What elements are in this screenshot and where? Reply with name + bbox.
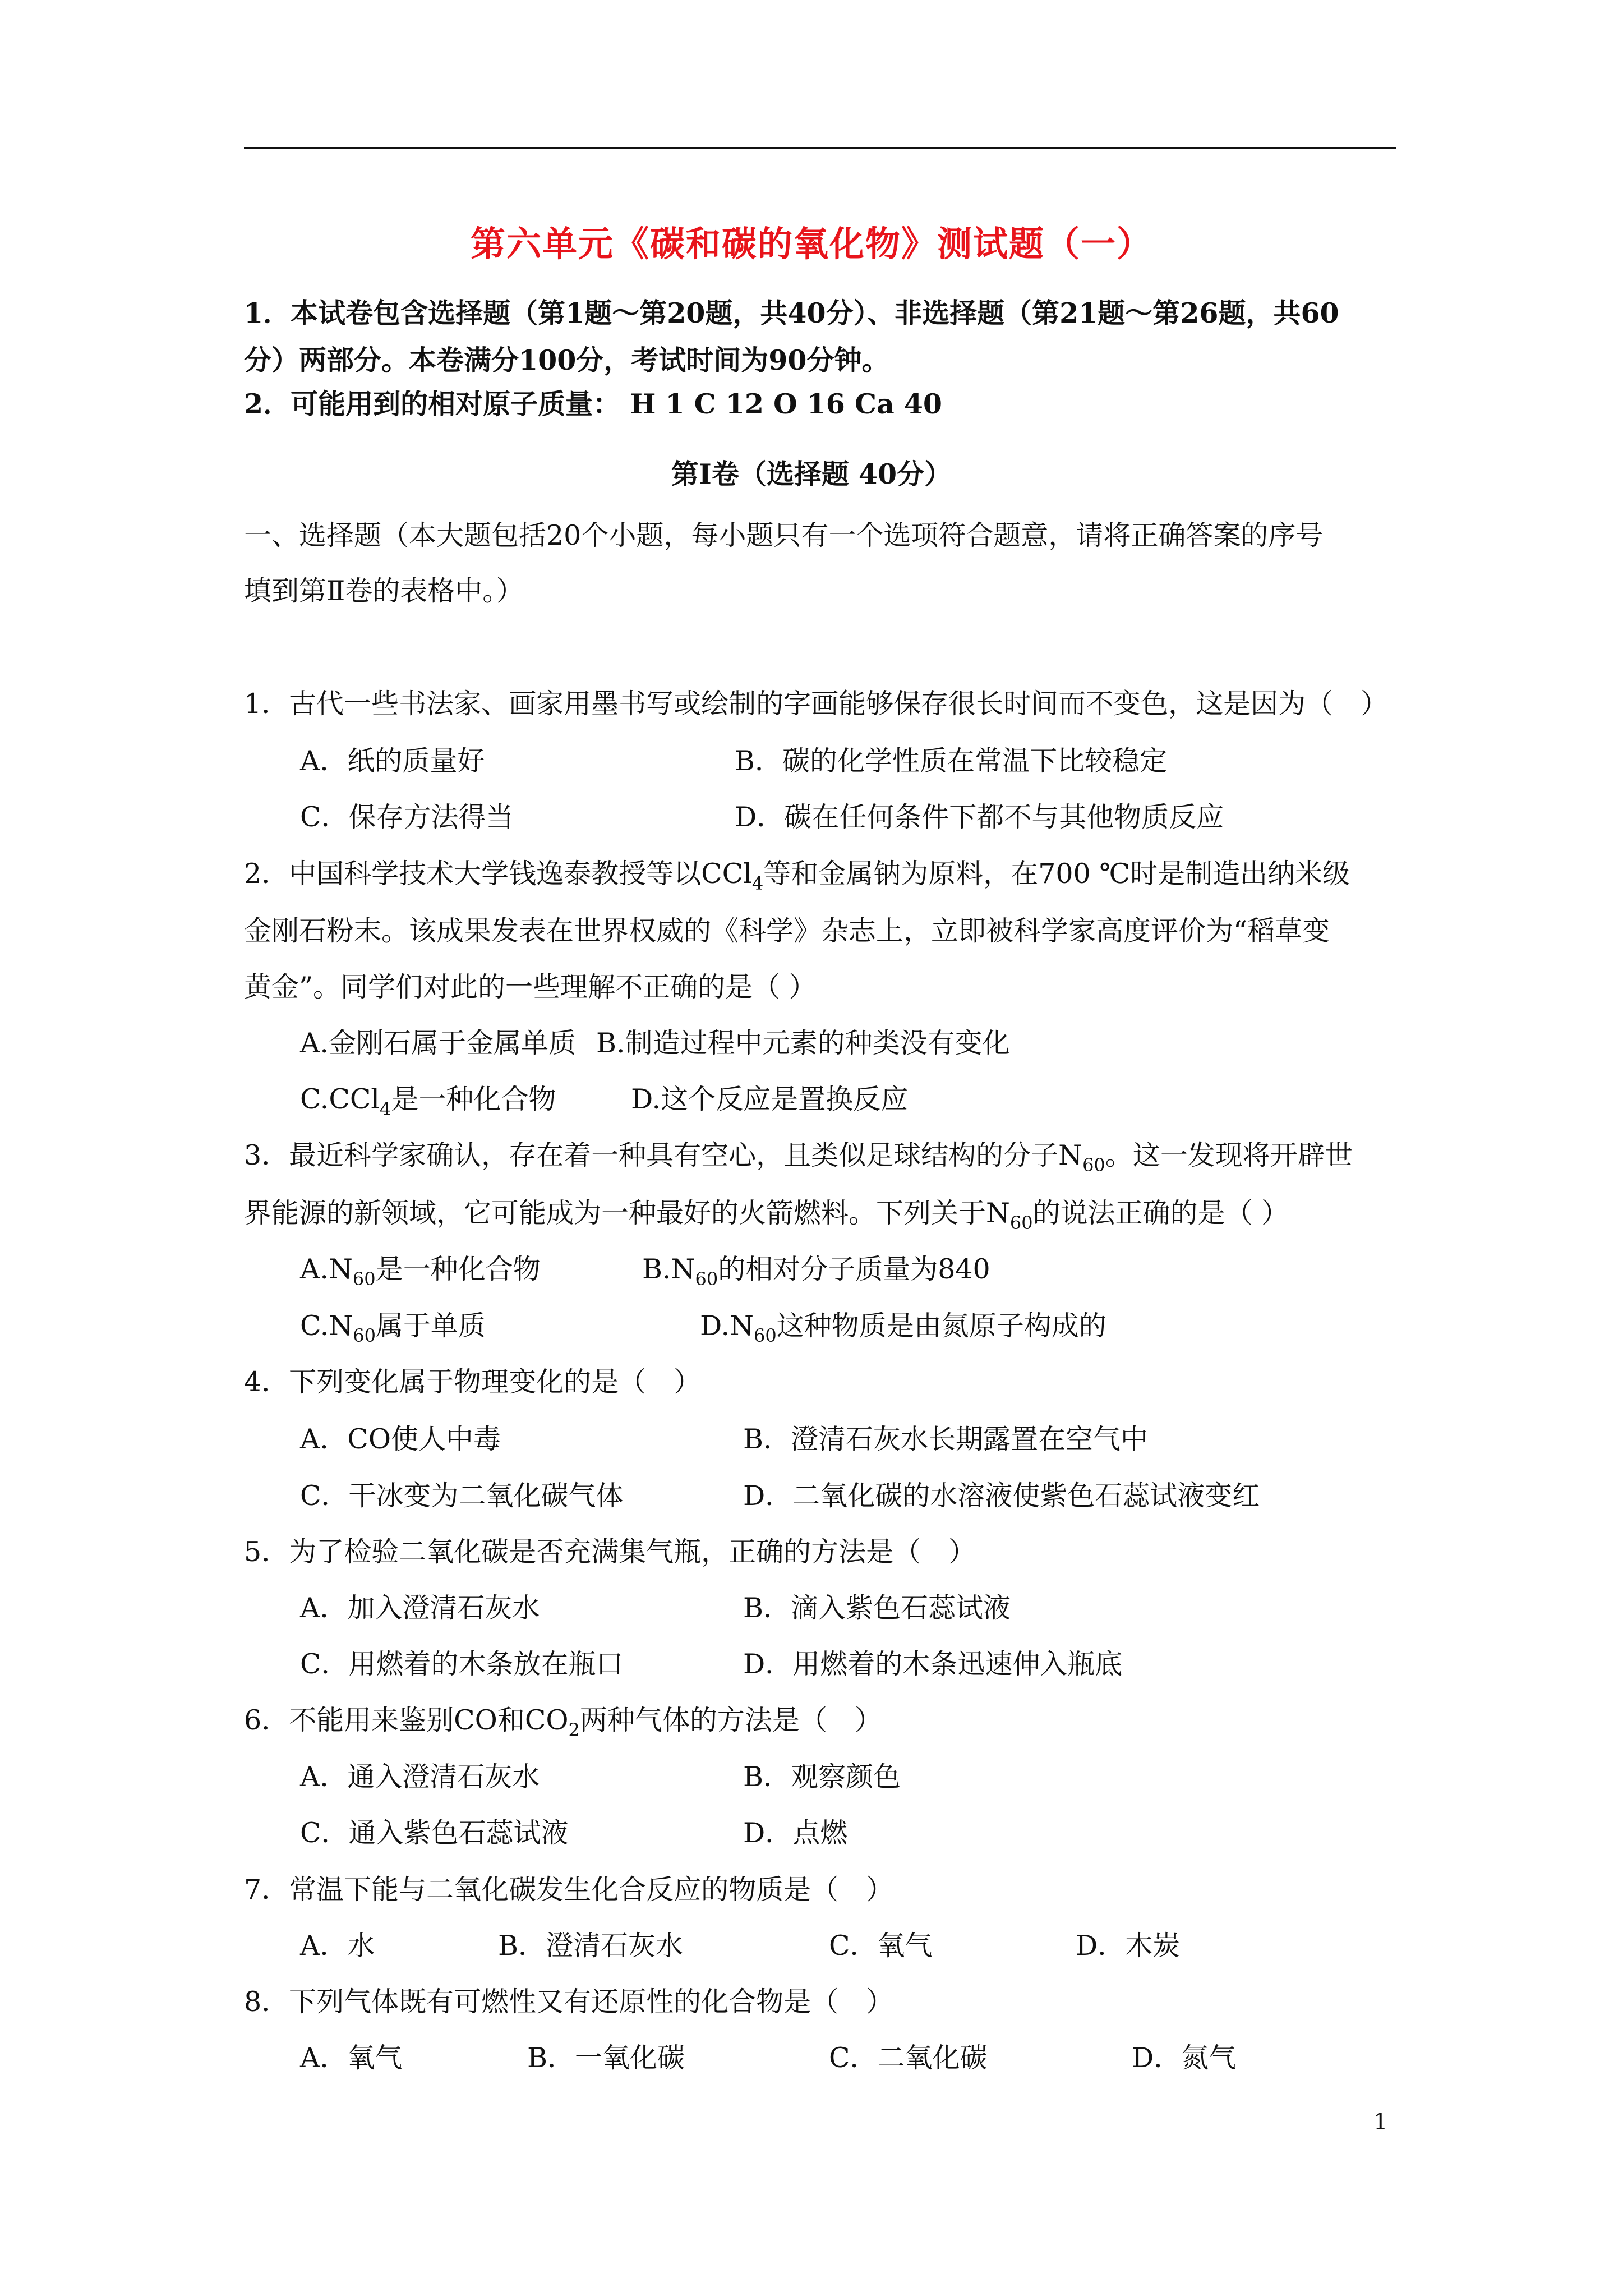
q6-option-a: A．通入澄清石灰水 [300, 1761, 540, 1793]
q3-option-d: $D.N_{60}$这种物质是由氮原子构成的 [700, 1310, 1106, 1346]
q8-stem: 8．下列气体既有可燃性又有还原性的化合物是（ ） [244, 1986, 894, 2018]
q6-option-b: B．观察颜色 [743, 1761, 901, 1793]
q8-option-d: D．氮气 [1132, 2042, 1237, 2074]
q6-option-c: C．通入紫色石蕊试液 [300, 1817, 569, 1849]
q3-option-b: $B.N_{60}$的相对分子质量为840 [642, 1253, 990, 1290]
q7-option-c: C．氧气 [829, 1930, 933, 1962]
q3-option-c: $C.N_{60}$属于单质 [300, 1310, 486, 1346]
q7-option-a: A．水 [300, 1930, 375, 1962]
q2-option-a: A.金刚石属于金属单质 [300, 1027, 576, 1059]
q4-stem: 4．下列变化属于物理变化的是（ ） [244, 1366, 702, 1398]
q3-stem-line-1: 3．最近科学家确认，存在着一种具有空心，且类似足球结构的分子$N_{60}$。这一发现将开辟世 [244, 1139, 1353, 1176]
page-number: 1 [1373, 2109, 1388, 2135]
section-intro-line-2: 填到第Ⅱ卷的表格中。） [244, 575, 524, 607]
q4-option-b: B．澄清石灰水长期露置在空气中 [743, 1423, 1149, 1455]
q6-option-d: D．点燃 [743, 1817, 848, 1849]
q2-option-b: B.制造过程中元素的种类没有变化 [596, 1027, 1010, 1059]
q2-stem-line-1: 2．中国科学技术大学钱逸泰教授等以CCl$_4$等和金属钠为原料，在700 ℃时是制造出纳米级 [244, 858, 1350, 894]
q5-stem: 5．为了检验二氧化碳是否充满集气瓶，正确的方法是（ ） [244, 1536, 976, 1568]
q1-option-b: B．碳的化学性质在常温下比较稳定 [735, 745, 1168, 777]
q1-option-a: A．纸的质量好 [300, 745, 485, 777]
q2-option-d: D.这个反应是置换反应 [631, 1083, 909, 1115]
q4-option-a: A．CO使人中毒 [300, 1423, 501, 1455]
header-rule [244, 147, 1396, 149]
instruction-line-1: 1．本试卷包含选择题（第1题～第20题，共40分）、非选择题（第21题～第26题，共60 [244, 297, 1339, 329]
q3-option-a: $A.N_{60}$是一种化合物 [300, 1253, 541, 1290]
instruction-line-2: 分）两部分。本卷满分100分，考试时间为90分钟。 [244, 344, 889, 376]
q2-stem-line-3: 黄金”。同学们对此的一些理解不正确的是（ ） [244, 971, 817, 1003]
section-title: 第Ⅰ卷（选择题 40分） [671, 458, 952, 490]
q2-stem-line-2: 金刚石粉末。该成果发表在世界权威的《科学》杂志上，立即被科学家高度评价为“稻草变 [244, 915, 1330, 947]
q1-option-c: C．保存方法得当 [300, 801, 514, 833]
q8-option-a: A．氧气 [300, 2042, 403, 2074]
section-intro-line-1: 一、选择题（本大题包括20个小题，每小题只有一个选项符合题意，请将正确答案的序号 [244, 519, 1324, 551]
q1-stem: 1．古代一些书法家、画家用墨书写或绘制的字画能够保存很长时间而不变色，这是因为（ ） [244, 688, 1389, 720]
instruction-line-3: 2．可能用到的相对原子质量： H 1 C 12 O 16 Ca 40 [244, 388, 942, 420]
q2-option-c: C.CCl$_4$是一种化合物 [300, 1083, 556, 1120]
q5-option-d: D．用燃着的木条迅速伸入瓶底 [743, 1648, 1123, 1680]
q3-stem-line-2: 界能源的新领域，它可能成为一种最好的火箭燃料。下列关于$N_{60}$的说法正确的是（ ） [244, 1197, 1289, 1234]
q5-option-c: C．用燃着的木条放在瓶口 [300, 1648, 624, 1680]
page-title: 第六单元《碳和碳的氧化物》测试题（一） [470, 223, 1152, 264]
q8-option-b: B．一氧化碳 [527, 2042, 685, 2074]
q5-option-b: B．滴入紫色石蕊试液 [743, 1592, 1011, 1624]
q4-option-d: D．二氧化碳的水溶液使紫色石蕊试液变红 [743, 1480, 1260, 1512]
q8-option-c: C．二氧化碳 [829, 2042, 988, 2074]
q1-option-d: D．碳在任何条件下都不与其他物质反应 [735, 801, 1224, 833]
q7-option-d: D．木炭 [1076, 1930, 1181, 1962]
q6-stem: 6．不能用来鉴别CO和$CO_2$两种气体的方法是（ ） [244, 1704, 882, 1741]
q4-option-c: C．干冰变为二氧化碳气体 [300, 1480, 624, 1512]
q5-option-a: A．加入澄清石灰水 [300, 1592, 540, 1624]
q7-stem: 7．常温下能与二氧化碳发生化合反应的物质是（ ） [244, 1874, 894, 1906]
q7-option-b: B．澄清石灰水 [498, 1930, 684, 1962]
